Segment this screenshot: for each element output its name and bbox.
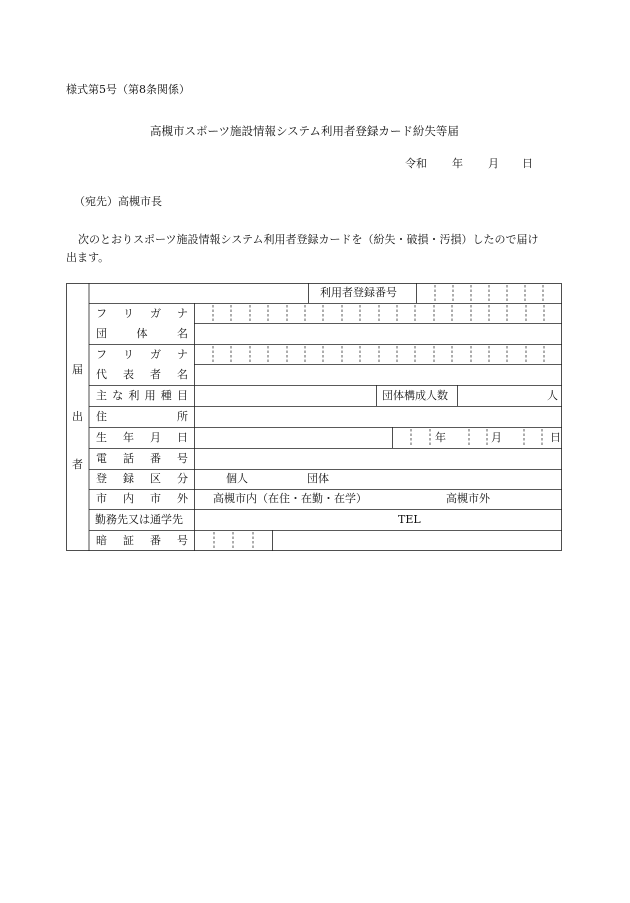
date-day: 日 [522,157,533,170]
applicant-label-2: 出 [72,410,83,423]
representative-furigana-field[interactable] [195,345,561,364]
representative-name-label: 代 表 者 名 [96,368,188,381]
main-use-field[interactable] [195,386,376,406]
date-era: 令和 [405,157,427,170]
body-text-line1: 次のとおりスポーツ施設情報システム利用者登録カードを（紛失・破損・汚損）したので届け [78,233,539,246]
member-count-unit: 人 [547,389,558,402]
registration-type-group[interactable]: 団体 [307,472,329,485]
user-number-label: 利用者登録番号 [320,286,397,299]
furigana-label-1: フ リ ガ ナ [96,307,188,320]
birth-month-unit: 月 [491,431,502,444]
phone-field[interactable] [195,449,561,469]
workplace-tel-field[interactable] [422,510,561,530]
group-name-field[interactable] [195,324,561,344]
birth-date-label: 生 年 月 日 [96,431,188,444]
pin-field[interactable] [195,531,272,550]
workplace-tel-label: TEL [398,513,421,526]
applicant-label-1: 届 [72,363,83,376]
residence-inside-option[interactable]: 高槻市内（在住・在勤・在学） [213,492,367,505]
group-name-label: 団 体 名 [96,327,188,340]
workplace-label: 勤務先又は通学先 [95,513,183,526]
document-title: 高槻市スポーツ施設情報システム利用者登録カード紛失等届 [150,124,459,138]
registration-form-table [66,283,562,551]
pin-label: 暗 証 番 号 [96,534,188,547]
group-name-furigana-field[interactable] [195,304,561,323]
residence-label: 市 内 市 外 [96,492,188,505]
applicant-label-3: 者 [72,458,83,471]
addressee: （宛先）高槻市長 [74,195,162,208]
address-label: 住 所 [96,410,188,423]
main-use-label: 主 な 利 用 種 目 [96,389,188,402]
phone-label: 電 話 番 号 [96,452,188,465]
address-field[interactable] [195,407,561,427]
birth-year-unit: 年 [435,431,446,444]
registration-type-individual[interactable]: 個人 [226,472,248,485]
workplace-field[interactable] [195,510,395,530]
member-count-label: 団体構成人数 [382,389,448,402]
date-year: 年 [452,157,463,170]
user-number-field[interactable] [417,284,561,303]
birth-day-unit: 日 [550,431,561,444]
body-text-line2: 出ます。 [66,251,110,264]
registration-type-label: 登 録 区 分 [96,472,188,485]
birth-date-field[interactable] [393,428,561,448]
date-month: 月 [488,157,499,170]
member-count-field[interactable] [458,386,548,406]
form-number: 様式第5号（第8条関係） [66,83,190,96]
residence-outside-option[interactable]: 高槻市外 [446,492,490,505]
furigana-label-2: フ リ ガ ナ [96,348,188,361]
representative-name-field[interactable] [195,365,561,385]
